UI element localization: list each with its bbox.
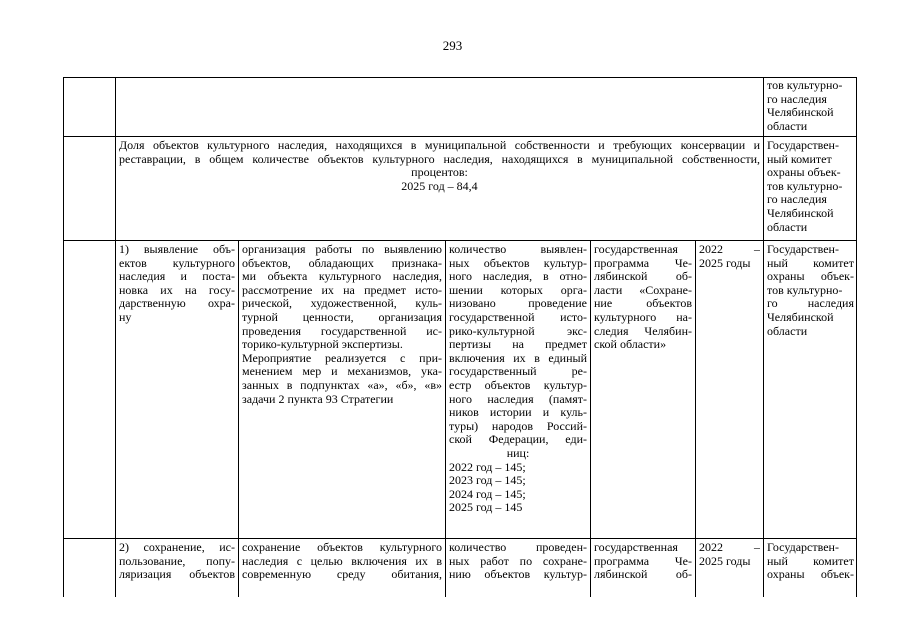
row2-responsible-cell (767, 139, 854, 234)
text-line: естр объектов культур- (449, 377, 587, 392)
column-divider (238, 240, 239, 597)
text-line: 2022 – (699, 541, 760, 554)
text-line: 2022 год – 145; (449, 459, 526, 474)
text-line: 2025 год – 145 (449, 500, 523, 515)
column-divider (115, 77, 116, 597)
text-line: Государствен- (767, 139, 839, 152)
text-line: ный комитет (767, 553, 854, 568)
text-line: ми объекта культурного наследия, (242, 269, 442, 284)
text-line: количество проведен- (449, 541, 587, 554)
text-line: турной ценности, организация (242, 309, 442, 324)
text-line: программа Че- (594, 553, 692, 568)
text-line: охраны объек- (767, 269, 854, 284)
text-line: рико-культурной экс- (449, 323, 587, 338)
row3-responsible-cell (767, 243, 854, 338)
text-line: ного наследия (памят- (449, 391, 587, 406)
text-line: го наследия (767, 91, 827, 106)
row-divider (63, 136, 856, 137)
text-line: ный комитет (767, 255, 854, 270)
text-line: Доля объектов культурного наследия, находящихся в муниципальной собственности и требующих консервации и (119, 139, 760, 152)
text-line: тов культурно- (767, 282, 843, 297)
text-line: объектов, обладающих признака- (242, 255, 442, 270)
text-line: шении которых орга- (449, 282, 587, 297)
text-line: ние объектов (594, 296, 692, 311)
text-line: го наследия (767, 296, 854, 311)
text-line: ляризация объектов (119, 567, 235, 582)
text-line: области (767, 118, 808, 133)
text-line: пертизы на предмет (449, 337, 587, 352)
text-line: организация работы по выявлению (242, 243, 442, 256)
table-left-border (63, 77, 64, 597)
text-line: охраны объек- (767, 165, 841, 180)
text-line: государственный ре- (449, 364, 587, 379)
column-divider (445, 240, 446, 597)
text-line: 2023 год – 145; (449, 473, 526, 488)
row4-measure-cell (242, 541, 442, 582)
text-line: дарственную охра- (119, 296, 235, 311)
text-line: ных объектов культур- (449, 255, 587, 270)
text-line: лябинской об- (594, 567, 692, 582)
text-line: количество выявлен- (449, 243, 587, 256)
row4-responsible-cell (767, 541, 854, 582)
text-line: ных работ по сохране- (449, 553, 587, 568)
text-line: охраны объек- (767, 567, 854, 582)
text-line: пользование, попу- (119, 553, 235, 568)
text-line: 1) выявление объ- (119, 243, 235, 256)
text-line: культурного на- (594, 309, 692, 324)
text-line: тов культурно- (767, 178, 843, 193)
text-line: ного наследия, в отно- (449, 269, 587, 284)
text-line: Челябинской (767, 309, 834, 324)
text-line: 2025 годы (699, 255, 751, 270)
column-divider (590, 240, 591, 597)
text-line: реставрации, в общем количестве объектов культурного наследия, находящихся в муниципальной собственности, (119, 151, 760, 166)
text-line: го наследия (767, 192, 827, 207)
text-line: процентов: (411, 165, 468, 180)
row4-task-cell (119, 541, 235, 582)
row3-period-cell (699, 243, 760, 270)
row3-measure-cell (242, 243, 442, 406)
row3-task-cell (119, 243, 235, 325)
text-line: 2025 годы (699, 553, 751, 568)
text-line: наследия с целью включения их в (242, 553, 442, 568)
row-divider (63, 240, 856, 241)
row3-indicator-cell (449, 243, 587, 515)
row2-indicator-cell (119, 139, 760, 193)
text-line: Челябинской (767, 105, 834, 120)
text-line: ектов культурного (119, 255, 235, 270)
text-line: рической, художественной, куль- (242, 296, 442, 311)
text-line: ской области» (594, 337, 667, 352)
text-line: Челябинской (767, 205, 834, 220)
column-divider (763, 77, 764, 597)
text-line: новка их на госу- (119, 282, 235, 297)
text-line: государственная (594, 541, 678, 554)
text-line: 2022 – (699, 243, 760, 256)
text-line: лябинской об- (594, 269, 692, 284)
table-top-border (63, 77, 856, 78)
text-line: Мероприятие реализуется с при- (242, 350, 442, 365)
table-right-border (856, 77, 857, 597)
text-line: рассмотрение их на предмет исто- (242, 282, 442, 297)
text-line: занных в подпунктах «а», «б», «в» (242, 377, 442, 392)
row1-responsible-cell (767, 79, 854, 133)
text-line: ласти «Сохране- (594, 282, 692, 297)
text-line: ников истории и куль- (449, 405, 587, 420)
row4-program-cell (594, 541, 692, 582)
row3-program-cell (594, 243, 692, 352)
text-line: ниц: (506, 445, 530, 460)
row4-indicator-cell (449, 541, 587, 582)
text-line: задачи 2 пункта 93 Стратегии (242, 391, 394, 406)
text-line: области (767, 219, 808, 234)
text-line: менением мер и механизмов, ука- (242, 364, 442, 379)
text-line: сохранение объектов культурного (242, 541, 442, 554)
text-line: современную среду обитания, (242, 567, 442, 582)
text-line: ну (119, 309, 132, 324)
text-line: ный комитет (767, 151, 832, 166)
text-line: торико-культурной экспертизы. (242, 337, 403, 352)
text-line: ской Федерации, еди- (449, 432, 587, 447)
text-line: проведения государственной ис- (242, 323, 442, 338)
text-line: государственная (594, 243, 678, 256)
text-line: программа Че- (594, 255, 692, 270)
text-line: следия Челябин- (594, 323, 692, 338)
text-line: тов культурно- (767, 79, 843, 92)
text-line: низовано проведение (449, 296, 587, 311)
page-number: 293 (442, 38, 463, 53)
text-line: включения их в единый (449, 350, 587, 365)
text-line: нию объектов культур- (449, 567, 587, 582)
text-line: области (767, 323, 808, 338)
text-line: наследия и поста- (119, 269, 235, 284)
text-line: государственной исто- (449, 309, 587, 324)
row-divider (63, 538, 856, 539)
text-line: 2025 год – 84,4 (401, 178, 478, 193)
text-line: Государствен- (767, 243, 839, 256)
row4-period-cell (699, 541, 760, 568)
column-divider (695, 240, 696, 597)
text-line: 2024 год – 145; (449, 486, 526, 501)
text-line: Государствен- (767, 541, 839, 554)
text-line: туры) народов Россий- (449, 418, 587, 433)
text-line: 2) сохранение, ис- (119, 541, 235, 554)
